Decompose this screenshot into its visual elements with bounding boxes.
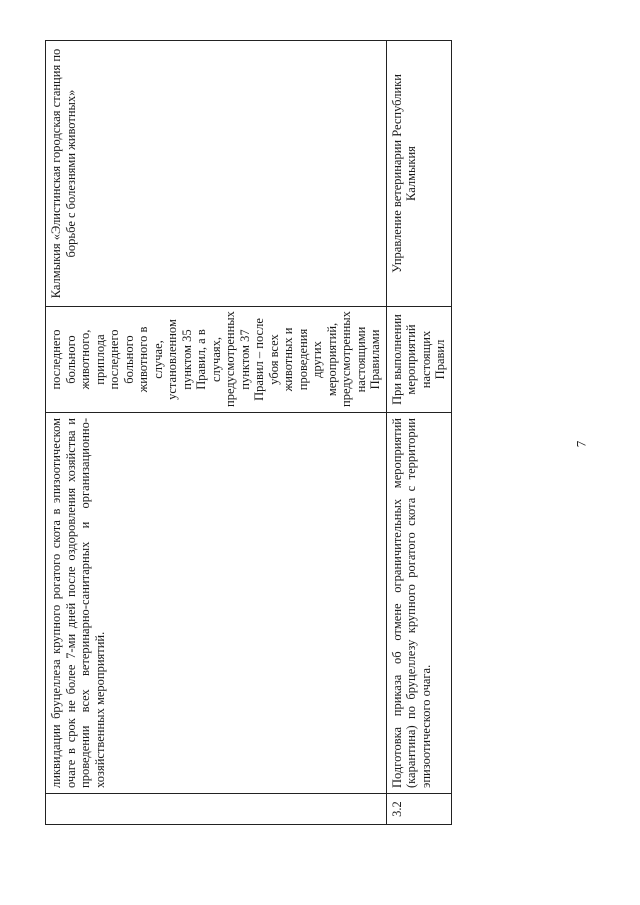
measures-table	[45, 40, 452, 825]
rotated-table-container	[45, 40, 447, 825]
task-cell: ликвидации бруцеллеза крупного рогатого скота в эпизоотическом очаге в срок не более 7-ми дней после оздоровления хозяйства и проведении всех ветеринарно-санитарных и организационно-хозяйственных мероприятий.	[46, 413, 387, 794]
task-cell: Подготовка приказа об отмене ограничительных мероприятий (карантина) по бруцеллезу крупного рогатого скота с территории эпизоотического очага.	[386, 413, 451, 794]
executor-cell: Управление ветеринарии Республики Калмыкия	[386, 41, 451, 307]
table-stage	[45, 40, 447, 825]
table-row	[46, 41, 387, 825]
deadline-cell: При выполнении мероприятий настоящих Правил	[386, 307, 451, 413]
executor-cell: Калмыкия «Элистинская городская станция по борьбе с болезнями животных»	[46, 41, 387, 307]
deadline-cell: последнего больного животного, приплода последнего больного животного в случае, установленном пунктом 35 Правил, а в случаях, предусмотренных пунктом 37 Правил – после убоя всех животных и проведения других мероприятий, предусмотренных настоящими Правилами	[46, 307, 387, 413]
page-number: 7	[573, 440, 589, 448]
table-row	[386, 41, 451, 825]
row-number-cell	[46, 794, 387, 825]
row-number-cell: 3.2	[386, 794, 451, 825]
